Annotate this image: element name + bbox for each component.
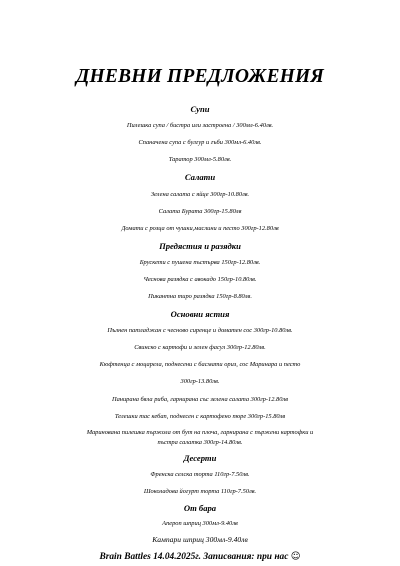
- event-footer: [0, 551, 400, 563]
- menu-item: Пикантна тиро разядка 150гр-8.80лв.: [148, 293, 252, 300]
- section-heading-bar: От бара: [183, 503, 217, 513]
- smiley-icon: ☺: [290, 551, 301, 562]
- menu-item: Свинско с картофи и зелен фасул 300гр-12.80лв.: [134, 344, 266, 351]
- menu-item: Кампари шприц 300мл-9.40лв: [152, 535, 248, 544]
- menu-item: Зелена салата с яйце 300гр-10.80лв.: [150, 191, 250, 198]
- section-heading-mains: Основни ястия: [170, 309, 230, 319]
- menu-item: Таратор 300мл-5.80лв.: [168, 156, 232, 163]
- page-title: ДНЕВНИ ПРЕДЛОЖЕНИЯ: [75, 66, 325, 87]
- menu-item: Пилешка супа / бистра или застроена / 300мл-6.40лв.: [126, 122, 274, 129]
- menu-item: Маринована пилешка пържола от бут на плоча, гарнирана с пържени картофки и: [86, 429, 314, 436]
- section-heading-soups: Супи: [190, 104, 210, 114]
- menu-item: Салата Бурата 300гр-15.80лв: [158, 208, 242, 215]
- menu-item: Телешки тас кебап, поднесен с картофено пюре 300гр-15.80лв: [114, 413, 286, 420]
- menu-item: Кюфтенца с моцарела, поднесени с басмати ориз, сос Маринара и песто: [99, 361, 301, 368]
- section-heading-desserts: Десерти: [183, 453, 217, 463]
- menu-item: пъстра салатка 300гр-14.80лв.: [157, 439, 243, 446]
- menu-item: Френска селска торта 110гр-7.50лв.: [150, 471, 250, 478]
- menu-item: Домати с розца от чушки,маслини и песто 300гр-12.80лв: [121, 225, 279, 232]
- menu-item: Спаначена супа с булгур и гъби 300мл-6.40лв.: [138, 139, 262, 146]
- menu-item: Панирана бяла риба, гарнирана със зелена салата 300гр-12.80лв: [112, 396, 288, 403]
- menu-item: 300гр-13.80лв.: [180, 378, 220, 385]
- menu-item: Чеснова разядка с авокадо 150гр-10.80лв.: [143, 276, 257, 283]
- menu-item: Шоколадова йогурт торта 110гр-7.50лв.: [143, 488, 257, 495]
- section-heading-starters: Предястия и разядки: [159, 241, 241, 251]
- section-heading-salads: Салати: [184, 172, 216, 182]
- menu-item: Брускети с пушена пъстърва 150гр-12.80лв.: [139, 259, 261, 266]
- menu-item: Апероп шприц 300мл-9.40лв: [162, 520, 238, 527]
- footer-text: Brain Battles 14.04.2025г. Записвания: при нас: [99, 552, 289, 562]
- menu-item: Пълнен патладжан с чесново сиренце и доматен сос 300гр-10.80лв.: [107, 327, 293, 334]
